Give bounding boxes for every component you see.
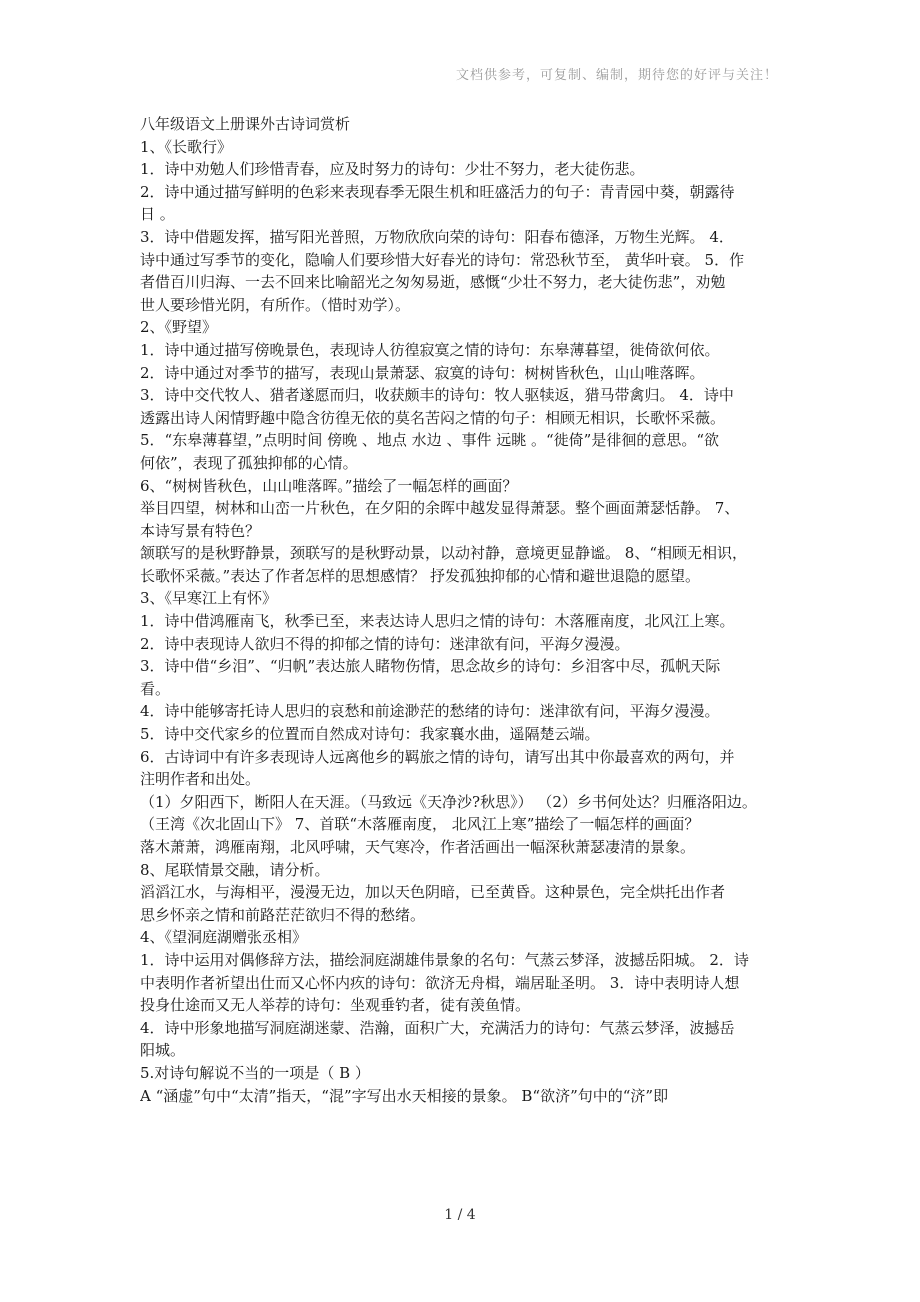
text-line: 3．诗中借“乡泪”、“归帆”表达旅人睹物伤情，思念故乡的诗句：乡泪客中尽，孤帆天际 <box>140 657 721 676</box>
text-line: 5．诗中交代家乡的位置而自然成对诗句：我家襄水曲，遥隔楚云端。 <box>140 725 600 744</box>
text-line: 本诗写景有特色？ <box>140 521 261 540</box>
text-line: 3．诗中借题发挥，描写阳光普照，万物欣欣向荣的诗句：阳春布德泽，万物生光辉。 4． <box>140 227 734 246</box>
text-line: 阳城。 <box>140 1041 186 1060</box>
text-line: （王湾《次北固山下》 7、首联“木落雁南度， 北风江上寒”描绘了一幅怎样的画面？ <box>140 815 700 834</box>
text-line: （1）夕阳西下，断阳人在天涯。（马致远《天净沙?秋思》） （2）乡书何处达？归雁洛阳边。 <box>140 792 757 811</box>
text-line: 者借百川归海、一去不回来比喻韶光之匆匆易逝，感慨“少壮不努力，老大徒伤悲”，劝勉 <box>140 273 726 292</box>
text-line: 5．“东皋薄暮望，”点明时间 傍晚 、地点 水边 、事件 远眺 。“徙倚”是徘徊的意思。“欲 <box>140 431 719 450</box>
text-line: 投身仕途而又无人举荐的诗句：坐观垂钓者，徒有羡鱼情。 <box>140 996 531 1015</box>
text-line: 1．诗中劝勉人们珍惜青春，应及时努力的诗句：少壮不努力，老大徒伤悲。 <box>140 160 645 179</box>
text-line: 8、尾联情景交融，请分析。 <box>140 860 330 879</box>
text-line: 1．诗中借鸿雁南飞，秋季已至，来表达诗人思归之情的诗句：木落雁南度，北风江上寒。 <box>140 612 735 631</box>
text-line: 长歌怀采薇。”表达了作者怎样的思想感情？ 抒发孤独抑郁的心情和避世退隐的愿望。 <box>140 566 700 585</box>
section-heading: 1、《长歌行》 <box>140 137 233 156</box>
text-line: 注明作者和出处。 <box>140 770 261 789</box>
document-body <box>140 113 783 1107</box>
text-line: 日 。 <box>140 205 175 224</box>
text-line: 透露出诗人闲情野趣中隐含彷徨无依的莫名苦闷之情的句子：相顾无相识，长歌怀采薇。 <box>140 408 726 427</box>
text-line: 思乡怀亲之情和前路茫茫欲归不得的愁绪。 <box>140 905 426 924</box>
text-line: 4．诗中形象地描写洞庭湖迷蒙、浩瀚，面积广大，充满活力的诗句：气蒸云梦泽，波撼岳 <box>140 1018 735 1037</box>
section-heading: 3、《早寒江上有怀》 <box>140 589 278 608</box>
text-line: A “涵虚”句中“太清”指天，“混”字写出水天相接的景象。 B“欲济”句中的“济”即 <box>140 1086 669 1105</box>
text-line: 2．诗中通过对季节的描写，表现山景萧瑟、寂寞的诗句：树树皆秋色，山山唯落晖。 <box>140 363 705 382</box>
text-line: 中表明作者祈望出仕而又心怀内疚的诗句：欲济无舟楫，端居耻圣明。 3．诗中表明诗人想 <box>140 973 740 992</box>
doc-title: 八年级语文上册课外古诗词赏析 <box>140 115 351 133</box>
text-line: 滔滔江水，与海相平，漫漫无边，加以天色阴暗，已至黄昏。这种景色，完全烘托出作者 <box>140 883 726 902</box>
page-number: 1 / 4 <box>444 1207 476 1223</box>
text-line: 何依”，表现了孤独抑郁的心情。 <box>140 453 358 472</box>
text-line: 1．诗中运用对偶修辞方法，描绘洞庭湖雄伟景象的名句：气蒸云梦泽，波撼岳阳城。 2．诗 <box>140 950 749 969</box>
text-line: 6、“树树皆秋色，山山唯落晖。”描绘了一幅怎样的画面？ <box>140 476 518 495</box>
text-line: 2．诗中通过描写鲜明的色彩来表现春季无限生机和旺盛活力的句子：青青园中葵，朝露待 <box>140 182 735 201</box>
section-heading: 2、《野望》 <box>140 318 218 337</box>
text-line: 世人要珍惜光阴，有所作。（惜时劝学）。 <box>140 295 411 314</box>
text-line: 颔联写的是秋野静景，颈联写的是秋野动景，以动衬静，意境更显静谧。 8、“相顾无相识， <box>140 544 747 563</box>
text-line: 1．诗中通过描写傍晚景色，表现诗人彷徨寂寞之情的诗句：东皋薄暮望，徙倚欲何依。 <box>140 340 720 359</box>
text-line: 4．诗中能够寄托诗人思归的哀愁和前途渺茫的愁绪的诗句：迷津欲有问，平海夕漫漫。 <box>140 702 720 721</box>
section-heading: 4、《望洞庭湖赠张丞相》 <box>140 928 308 947</box>
text-line: 落木萧萧，鸿雁南翔，北风呼啸，天气寒冷，作者活画出一幅深秋萧瑟凄清的景象。 <box>140 838 696 856</box>
text-line: 举目四望，树林和山峦一片秋色，在夕阳的余晖中越发显得萧瑟。整个画面萧瑟恬静。 7、 <box>140 499 740 518</box>
text-line: 6．古诗词中有许多表现诗人远离他乡的羁旅之情的诗句，请写出其中你最喜欢的两句，并 <box>140 747 735 766</box>
text-line: 3．诗中交代牧人、猎者遂愿而归，收获颇丰的诗句：牧人驱犊返，猎马带禽归。 4．诗中 <box>140 386 734 405</box>
text-line: 诗中通过写季节的变化，隐喻人们要珍惜大好春光的诗句：常恐秋节至， 黄华叶衰。 5．作 <box>140 250 745 269</box>
header-note: 文档供参考，可复制、编制，期待您的好评与关注！ <box>455 68 778 83</box>
text-line: 看。 <box>140 679 171 698</box>
text-line: 5.对诗句解说不当的一项是（ B ） <box>140 1063 370 1082</box>
text-line: 2．诗中表现诗人欲归不得的抑郁之情的诗句：迷津欲有问，平海夕漫漫。 <box>140 634 630 653</box>
